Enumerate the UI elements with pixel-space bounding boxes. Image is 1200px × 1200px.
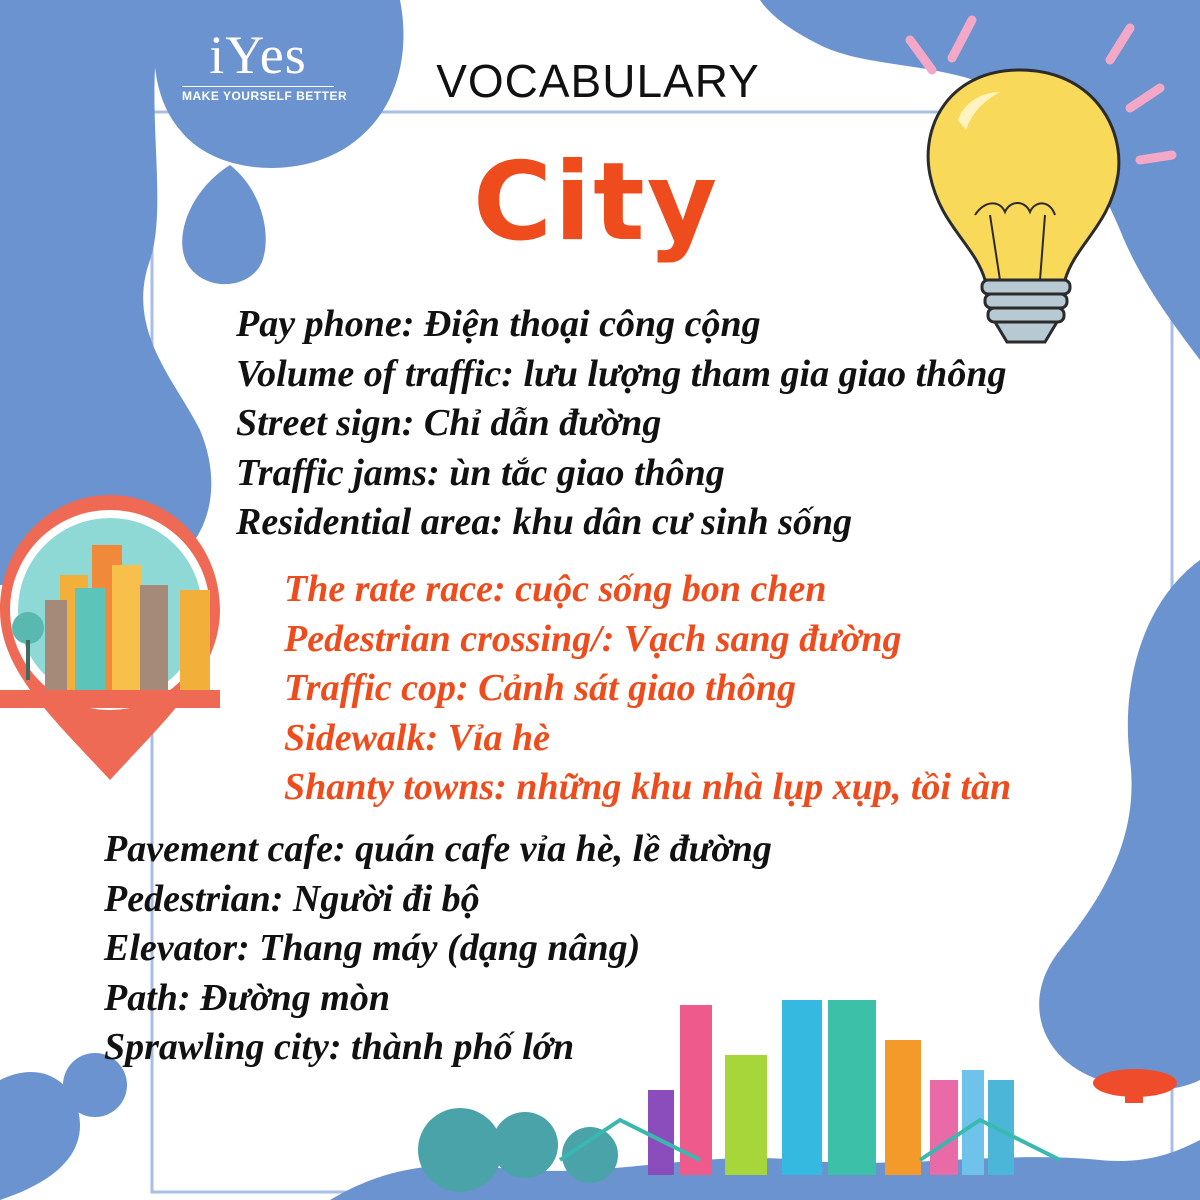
vocab-item: Traffic cop: Cảnh sát giao thông [284,667,796,709]
vocab-item: The rate race: cuộc sống bon chen [284,568,827,610]
vocab-item: Pavement cafe: quán cafe vỉa hè, lề đường [104,828,772,870]
vocab-item: Residential area: khu dân cư sinh sống [236,501,853,543]
vocab-item: Shanty towns: những khu nhà lụp xụp, tồi tàn [284,766,1012,808]
vocab-list-2 [284,565,1011,813]
vocab-item: Volume of traffic: lưu lượng tham gia giao thông [236,352,1007,395]
vocab-item: Pay phone: Điện thoại công cộng [236,303,761,345]
vocab-item: Sprawling city: thành phố lớn [104,1026,575,1068]
vocab-item: Street sign: Chỉ dẫn đường [236,402,662,444]
topic-title: City [472,140,720,265]
brand-tagline: MAKE YOURSELF BETTER [182,86,334,103]
vocab-list-1 [236,300,1006,548]
vocab-item: Sidewalk: Vỉa hè [284,716,551,759]
vocab-item: Traffic jams: ùn tắc giao thông [236,451,725,494]
vocab-item: Path: Đường mòn [104,976,390,1019]
vocab-item: Elevator: Thang máy (dạng nâng) [104,927,641,969]
section-label: VOCABULARY [436,55,760,107]
vocab-list-3 [104,825,772,1073]
vocab-item: Pedestrian: Người đi bộ [104,877,480,920]
vocab-item: Pedestrian crossing/: Vạch sang đường [284,617,902,660]
brand-name: iYes [209,25,307,85]
